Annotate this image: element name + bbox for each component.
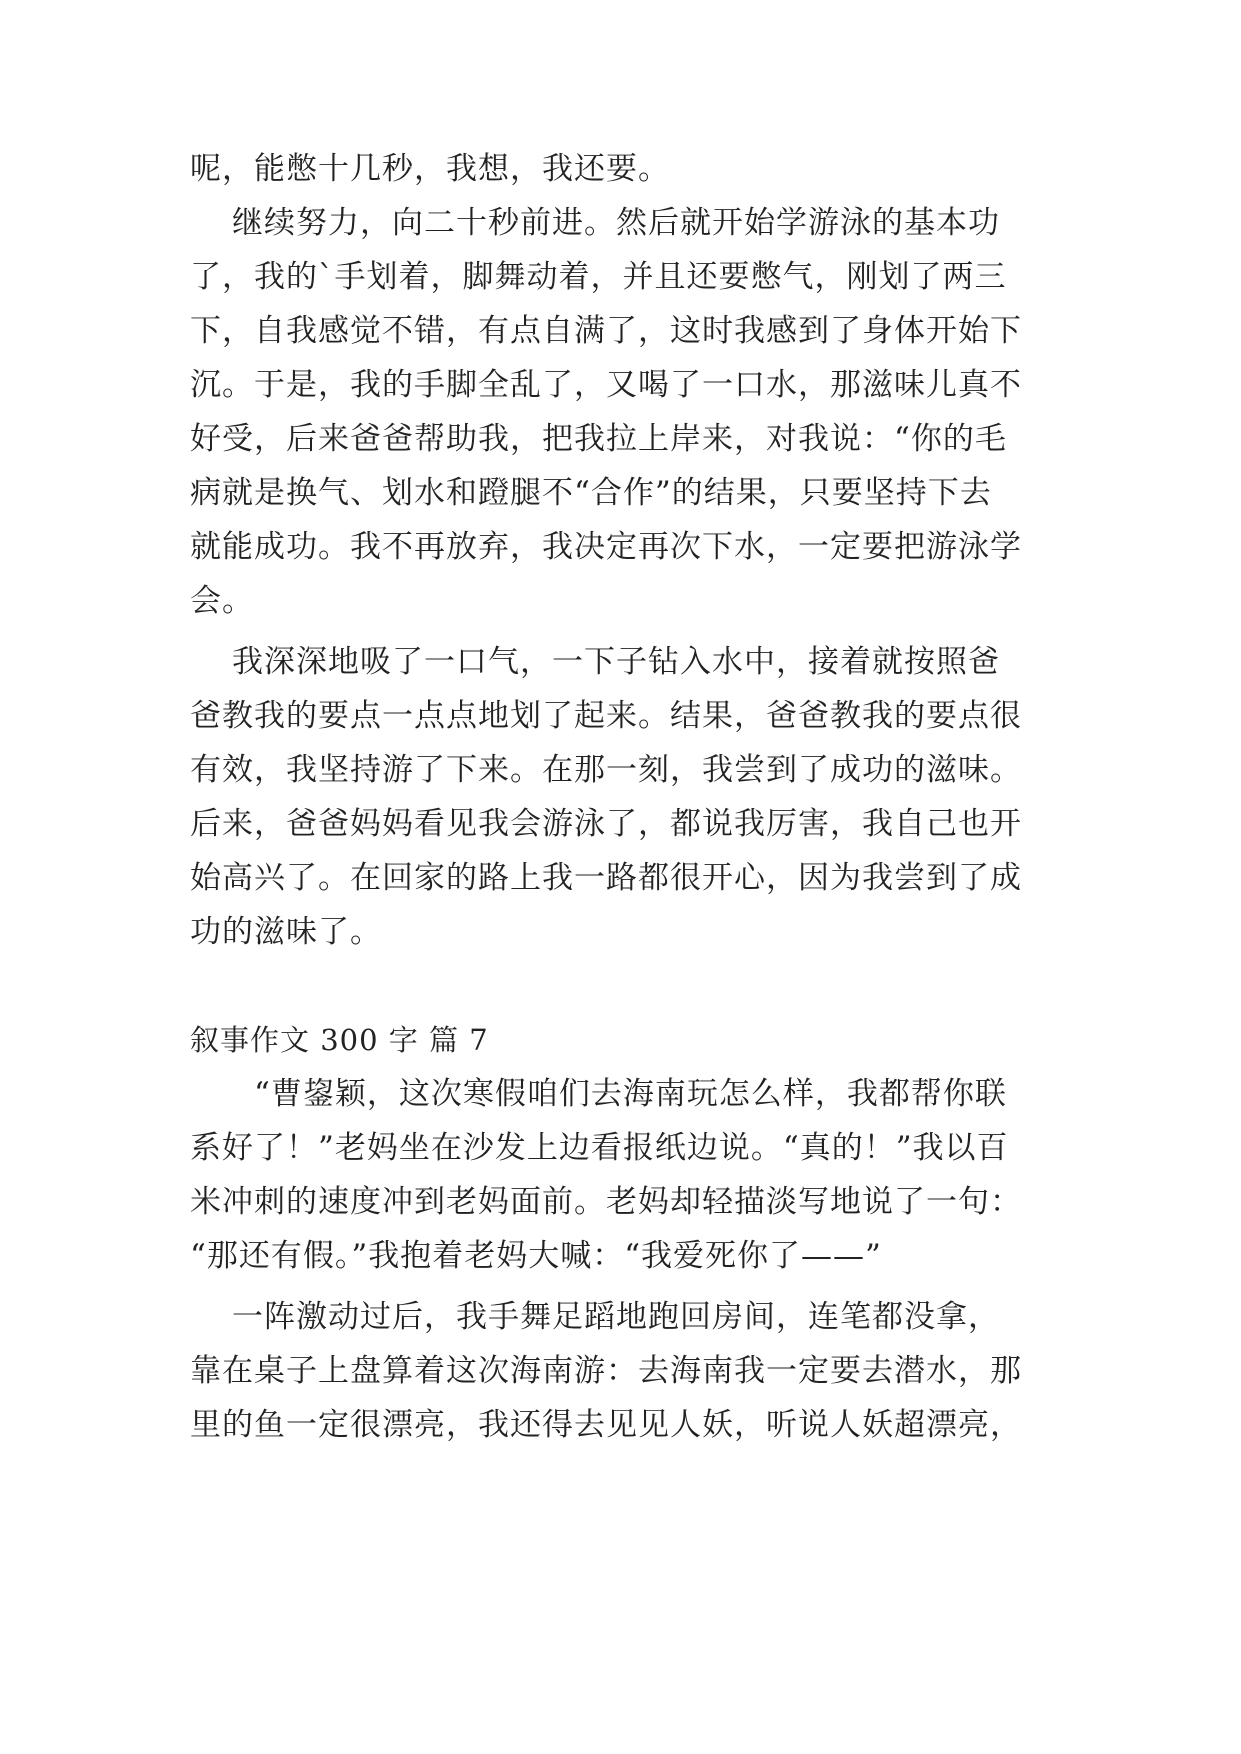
paragraph-line: 有效，我坚持游了下来。在那一刻，我尝到了成功的滋味。 <box>190 752 1022 788</box>
paragraph-line: 我深深地吸了一口气，一下子钻入水中，接着就按照爸 <box>232 644 1000 680</box>
section-heading: 叙事作文 300 字 篇 7 <box>190 1023 489 1057</box>
paragraph-line: 好受，后来爸爸帮助我，把我拉上岸来，对我说：“你的毛 <box>190 421 1007 457</box>
paragraph-line: 里的鱼一定很漂亮，我还得去见见人妖，听说人妖超漂亮， <box>190 1407 1022 1443</box>
paragraph-line: 爸教我的要点一点点地划了起来。结果，爸爸教我的要点很 <box>190 698 1022 734</box>
paragraph-line: 下，自我感觉不错，有点自满了，这时我感到了身体开始下 <box>190 313 1022 349</box>
paragraph-line: 沉。于是，我的手脚全乱了，又喝了一口水，那滋味儿真不 <box>190 367 1022 403</box>
paragraph-line: 后来，爸爸妈妈看见我会游泳了，都说我厉害，我自己也开 <box>190 806 1022 842</box>
paragraph-line: “曹鋆颖，这次寒假咱们去海南玩怎么样，我都帮你联 <box>254 1076 1007 1112</box>
paragraph-line: 功的滋味了。 <box>190 914 382 950</box>
paragraph-line: 病就是换气、划水和蹬腿不“合作”的结果，只要坚持下去 <box>190 475 992 511</box>
paragraph-line: 靠在桌子上盘算着这次海南游：去海南我一定要去潜水，那 <box>190 1353 1022 1389</box>
paragraph-line: 会。 <box>190 583 254 619</box>
paragraph-line: “那还有假。”我抱着老妈大喊：“我爱死你了——” <box>190 1238 882 1274</box>
paragraph-line: 继续努力，向二十秒前进。然后就开始学游泳的基本功 <box>232 205 1000 241</box>
paragraph-line: 米冲刺的速度冲到老妈面前。老妈却轻描淡写地说了一句： <box>190 1184 1022 1220</box>
paragraph-line: 了，我的`手划着，脚舞动着，并且还要憋气，刚划了两三 <box>190 259 1007 295</box>
paragraph-line: 一阵激动过后，我手舞足蹈地跑回房间，连笔都没拿， <box>232 1299 1000 1335</box>
paragraph-line: 呢，能憋十几秒，我想，我还要。 <box>190 151 670 187</box>
paragraph-line: 系好了！”老妈坐在沙发上边看报纸边说。“真的！”我以百 <box>190 1130 1009 1166</box>
paragraph-line: 始高兴了。在回家的路上我一路都很开心，因为我尝到了成 <box>190 860 1022 896</box>
paragraph-line: 就能成功。我不再放弃，我决定再次下水，一定要把游泳学 <box>190 529 1022 565</box>
